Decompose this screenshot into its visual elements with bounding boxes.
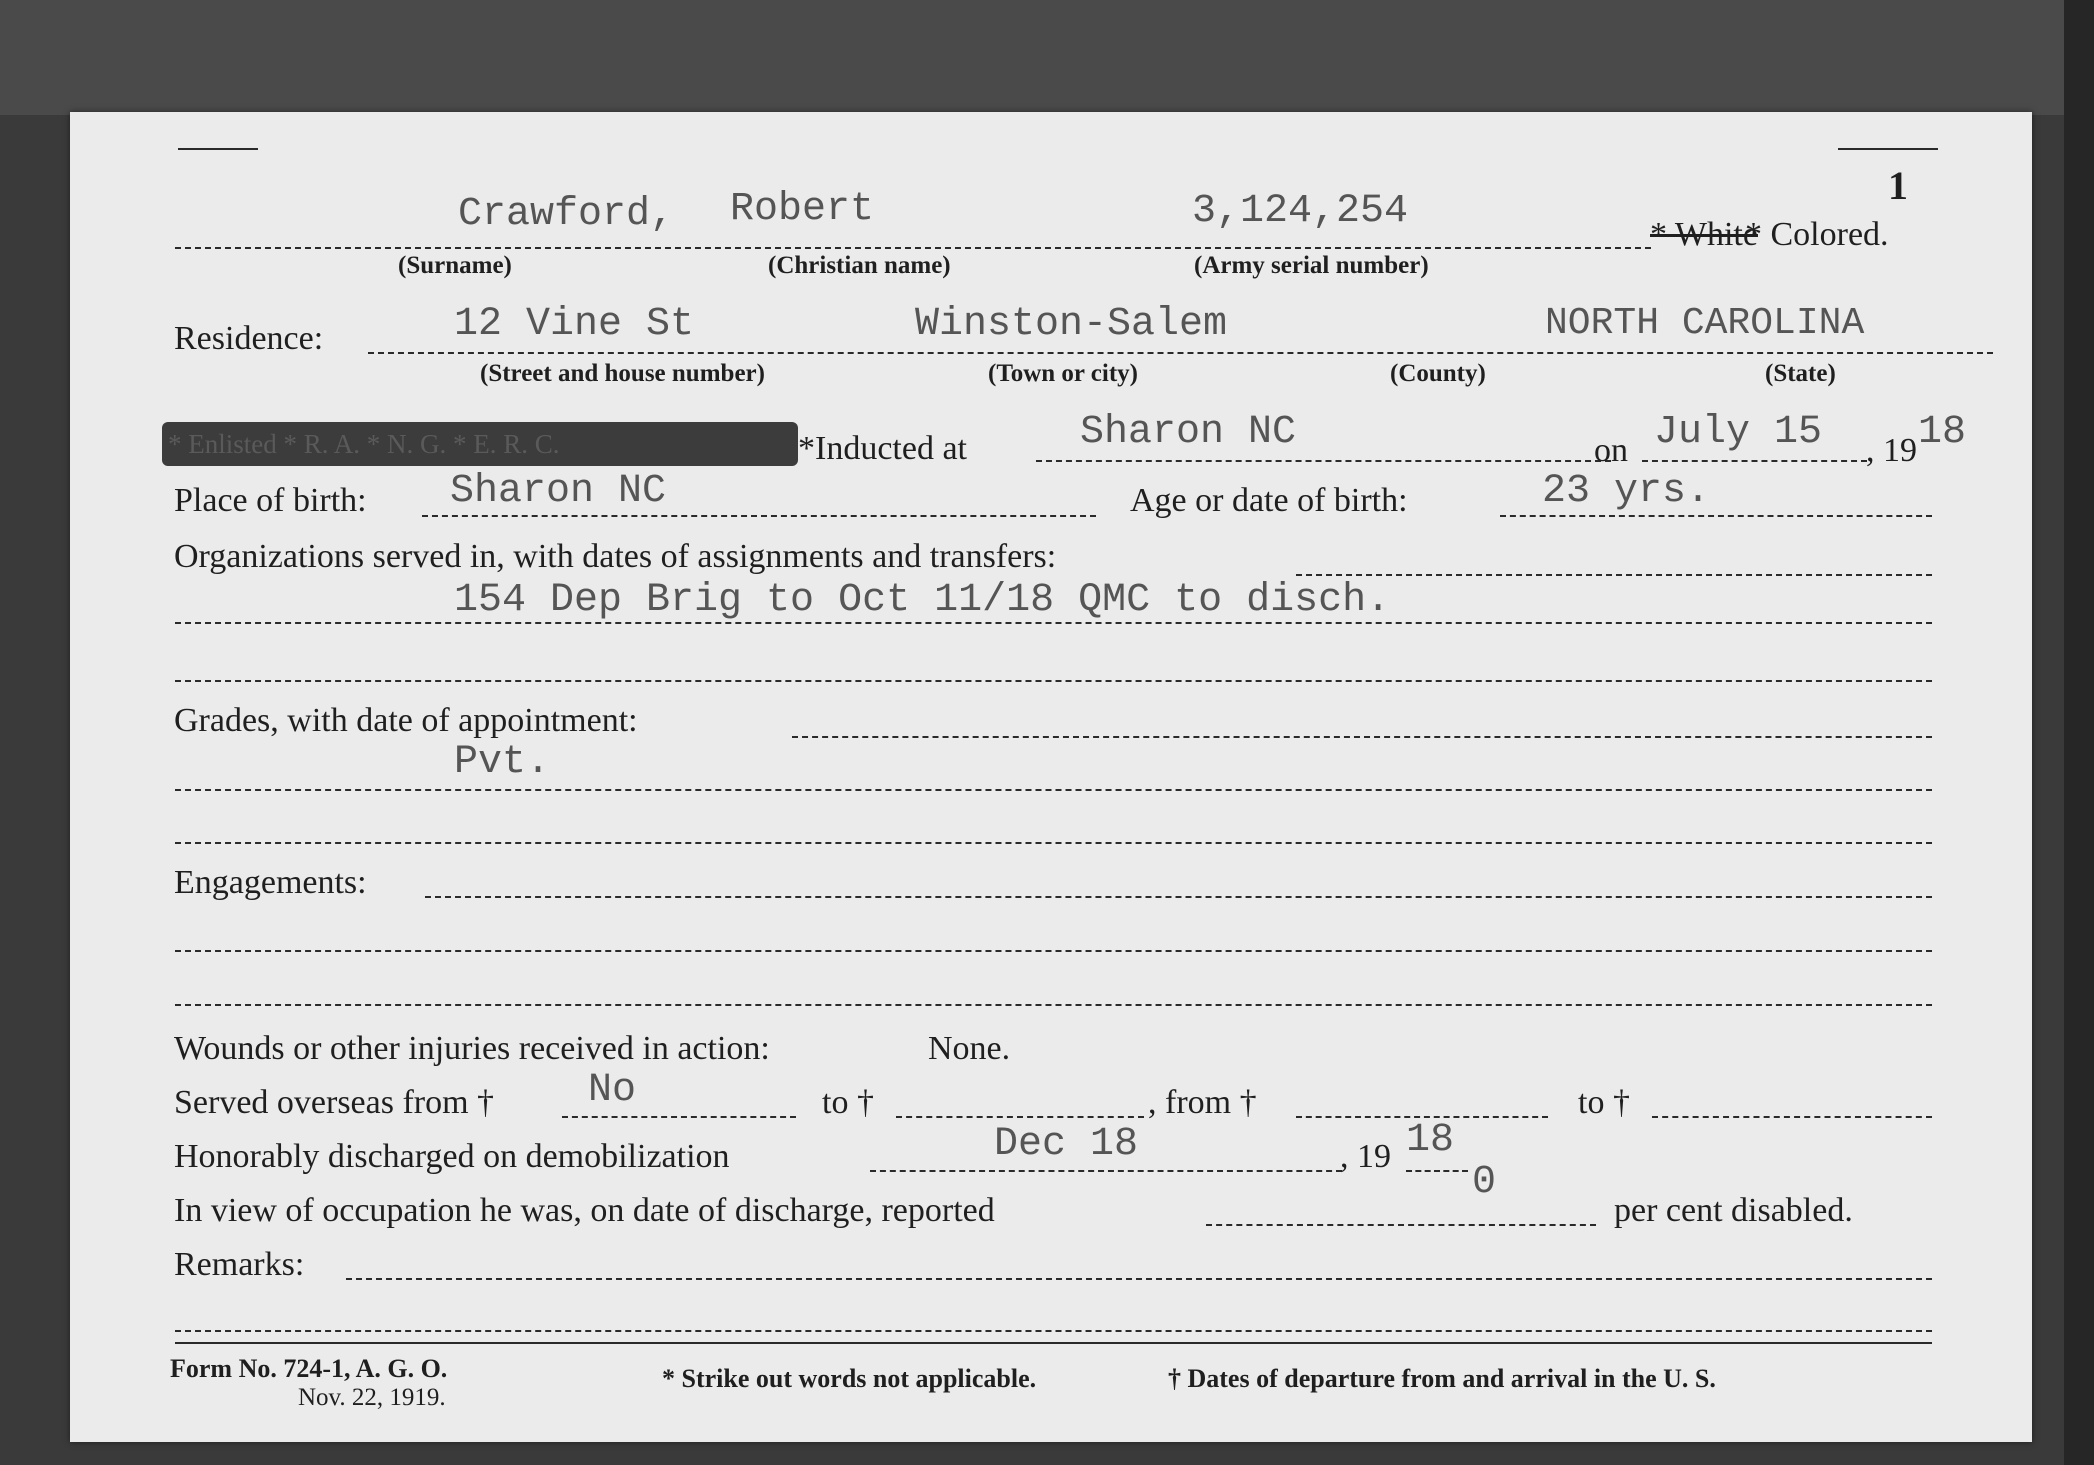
top-right-rule [1838, 148, 1938, 150]
birthplace-line [422, 515, 1096, 517]
overseas-from-line [562, 1116, 796, 1118]
card-number: 1 [1888, 163, 1908, 208]
caption-surname: (Surname) [398, 252, 512, 279]
footnote-dates: † Dates of departure from and arrival in the U. S. [1168, 1364, 1716, 1393]
race-white: * White [1650, 216, 1758, 253]
disability-suffix: per cent disabled. [1614, 1192, 1853, 1229]
top-left-rule [178, 148, 258, 150]
age-line [1500, 515, 1932, 517]
overseas-to-line-2 [1652, 1116, 1932, 1118]
residence-town: Winston-Salem [915, 302, 1228, 347]
discharge-date-line [870, 1170, 1342, 1172]
form-number: Form No. 724-1, A. G. O. [170, 1354, 448, 1383]
footnote-strike: * Strike out words not applicable. [662, 1364, 1037, 1393]
wounds-label: Wounds or other injuries received in action: [174, 1030, 770, 1067]
surname-value: Crawford, [458, 192, 675, 237]
engagements-label: Engagements: [174, 864, 367, 901]
remarks-line-2 [175, 1330, 1932, 1332]
engagements-line-3 [175, 1004, 1932, 1006]
birthplace-label: Place of birth: [174, 482, 367, 519]
disability-value: 0 [1472, 1160, 1497, 1205]
background-top [0, 0, 2094, 115]
record-card [70, 112, 2032, 1442]
redacted-enlistment-options: * Enlisted * R. A. * N. G. * E. R. C. [162, 422, 798, 466]
engagements-line-2 [175, 950, 1932, 952]
grades-value: Pvt. [454, 740, 551, 785]
name-line [175, 247, 1651, 249]
birthplace-value: Sharon NC [450, 469, 667, 514]
induction-year-prefix: , 19 [1866, 432, 1917, 469]
background-right [2064, 0, 2094, 1465]
age-label: Age or date of birth: [1130, 482, 1408, 519]
discharge-year: 18 [1406, 1118, 1455, 1163]
overseas-to-label-2: to † [1578, 1084, 1630, 1121]
organizations-line-1 [1296, 574, 1932, 576]
serial-value: 3,124,254 [1192, 189, 1409, 234]
disability-label: In view of occupation he was, on date of discharge, reported [174, 1192, 995, 1229]
discharge-year-line [1406, 1170, 1468, 1172]
induction-date: July 15 [1654, 410, 1823, 455]
inducted-place: Sharon NC [1080, 410, 1297, 455]
caption-serial: (Army serial number) [1194, 252, 1429, 279]
wounds-value: None. [928, 1030, 1011, 1067]
induction-year: 18 [1918, 410, 1967, 455]
overseas-from-label: Served overseas from † [174, 1084, 495, 1121]
grades-label: Grades, with date of appointment: [174, 702, 638, 739]
caption-county: (County) [1390, 360, 1486, 387]
footer-rule [175, 1342, 1932, 1344]
grades-line-3 [175, 842, 1932, 844]
overseas-to-label-1: to † [822, 1084, 874, 1121]
residence-label: Residence: [174, 320, 324, 357]
discharge-date: Dec 18 [994, 1122, 1139, 1167]
remarks-label: Remarks: [174, 1246, 305, 1283]
organizations-value: 154 Dep Brig to Oct 11/18 QMC to disch. [454, 578, 1391, 623]
form-date: Nov. 22, 1919. [298, 1384, 446, 1411]
grades-line-2 [175, 789, 1932, 791]
overseas-to-line-1 [896, 1116, 1144, 1118]
christian-name-value: Robert [730, 187, 875, 232]
overseas-from-label-2: , from † [1148, 1084, 1257, 1121]
inducted-label: *Inducted at [798, 430, 967, 467]
age-value: 23 yrs. [1542, 469, 1711, 514]
disability-line [1206, 1224, 1596, 1226]
induction-date-line [1642, 460, 1867, 462]
residence-line [368, 352, 1993, 354]
race-colored: * Colored. [1745, 216, 1889, 253]
overseas-from-value: No [588, 1068, 637, 1113]
residence-state: NORTH CAROLINA [1545, 302, 1865, 345]
caption-state: (State) [1765, 360, 1836, 387]
caption-town: (Town or city) [988, 360, 1138, 387]
inducted-line [1036, 460, 1611, 462]
residence-street: 12 Vine St [454, 302, 695, 347]
caption-christian: (Christian name) [768, 252, 951, 279]
organizations-line-3 [175, 680, 1932, 682]
organizations-line-2 [175, 622, 1932, 624]
engagements-line-1 [425, 896, 1932, 898]
caption-street: (Street and house number) [480, 360, 765, 387]
discharge-year-prefix: , 19 [1340, 1138, 1391, 1175]
on-label: on [1594, 432, 1628, 469]
grades-line-1 [792, 736, 1932, 738]
discharge-label: Honorably discharged on demobilization [174, 1138, 730, 1175]
remarks-line-1 [346, 1278, 1932, 1280]
organizations-label: Organizations served in, with dates of assignments and transfers: [174, 538, 1057, 575]
